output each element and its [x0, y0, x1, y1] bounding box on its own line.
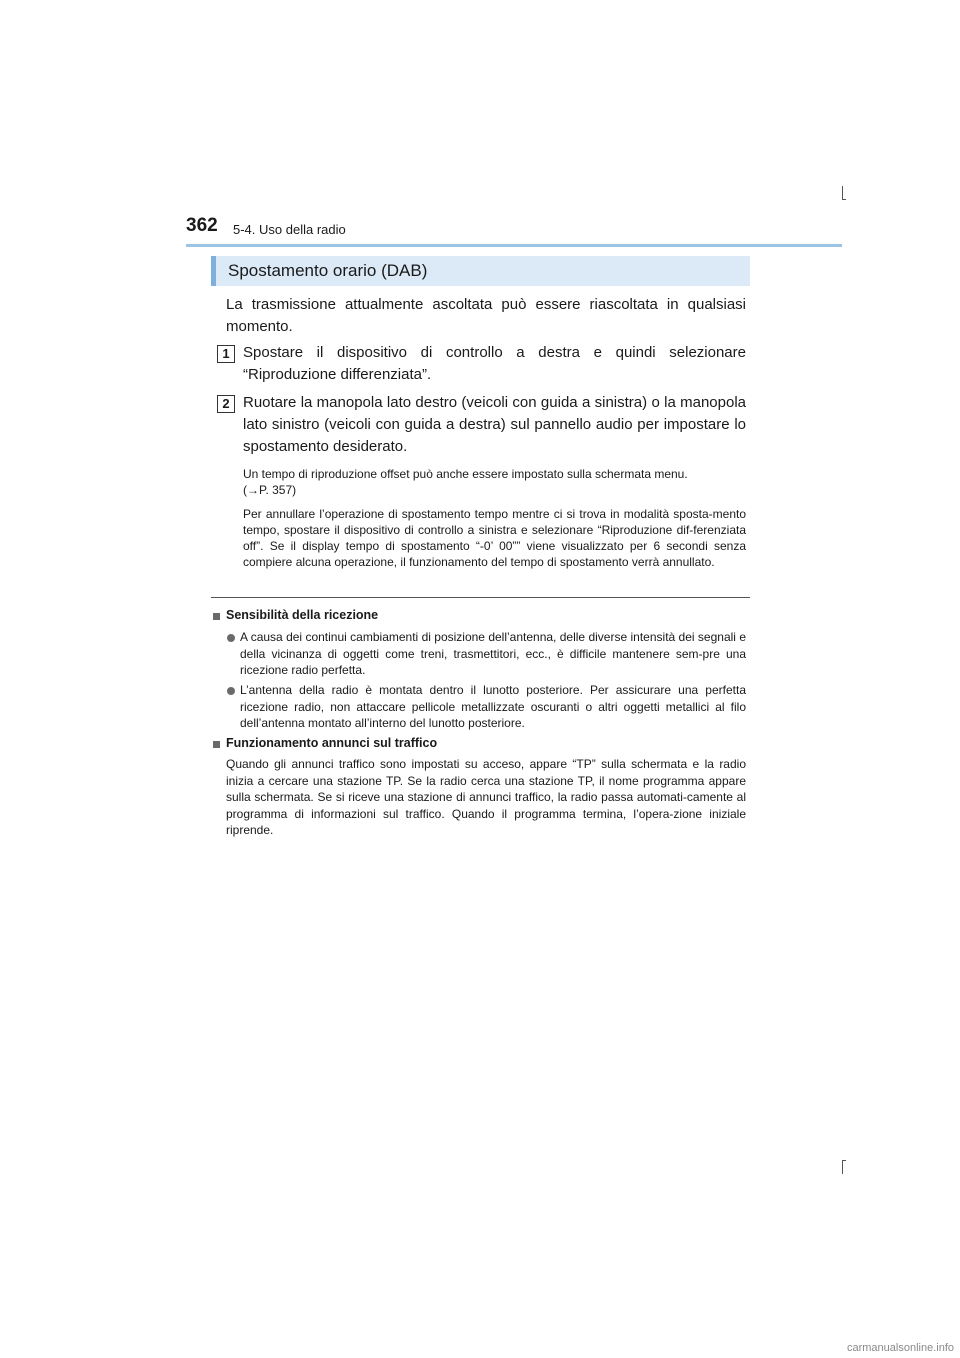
traffic-paragraph: Quando gli annunci traffico sono impostati su acceso, appare “TP” sulla schermata e la radio inizia a cercare una stazione TP. Se la radio cerca una stazione TP, il nome programma appare sulla schermata. Se si riceve una stazione di annunci traffico, la radio passa automati-camente al programma di informazioni sul traffico. Quando il programma termina, l’opera-zione iniziale riprende. — [226, 757, 746, 837]
square-bullet-icon — [213, 613, 220, 620]
crop-mark-top-foot — [842, 199, 846, 200]
crop-mark-bottom-foot — [842, 1160, 846, 1161]
bullet-dot-icon — [227, 687, 235, 695]
page-number: 362 — [186, 215, 218, 236]
traffic-heading: Funzionamento annunci sul traffico — [226, 736, 438, 750]
reception-heading: Sensibilità della ricezione — [226, 608, 379, 622]
footer-watermark: carmanualsonline.info — [846, 1342, 954, 1354]
reception-bullet-1: A causa dei continui cambiamenti di posizione dell’antenna, delle diverse intensità dei segnali e della vicinanza di oggetti come treni, trasmettitori, ecc., è difficile mantenere sem-pre una ricezione radio perfetta. — [240, 630, 746, 677]
section-divider — [211, 597, 750, 598]
step-1-text: Spostare il dispositivo di controllo a destra e quindi selezionare “Riproduzione differenziata”. — [243, 344, 746, 383]
running-head: 5-4. Uso della radio — [233, 222, 346, 237]
section-header — [211, 256, 750, 286]
step-number-1: 1 — [217, 345, 235, 363]
note-cancel: Per annullare l’operazione di spostamento tempo mentre ci si trova in modalità sposta-mento tempo, spostare il dispositivo di controllo a sinistra e selezionare “Riproduzione dif-ferenziata off”. Se il display tempo di spostamento “-0’ 00”” viene visualizzato per 6 secondi senza compiere alcuna operazione, il funzionamento del tempo di spostamento verrà annullato. — [243, 507, 746, 569]
reception-bullet-2: L’antenna della radio è montata dentro il lunotto posteriore. Per assicurare una perfetta ricezione radio, non attaccare pellicole metallizzate oscuranti o altri oggetti metallici al filo dell’antenna montato all’interno del lunotto posteriore. — [240, 683, 746, 730]
crop-mark-top — [842, 186, 843, 200]
step-2-text: Ruotare la manopola lato destro (veicoli con guida a sinistra) o la manopola lato sinistro (veicoli con guida a destra) sul pannello audio per impostare lo spostamento desiderato. — [243, 394, 746, 455]
intro-paragraph: La trasmissione attualmente ascoltata può essere riascoltata in qualsiasi momento. — [226, 296, 746, 335]
section-title: Spostamento orario (DAB) — [228, 261, 428, 280]
note-offset-time — [243, 466, 746, 498]
note-offset-time-ref: (→P. 357) — [243, 483, 297, 497]
step-number-2: 2 — [217, 395, 235, 413]
bullet-dot-icon — [227, 634, 235, 642]
crop-mark-bottom — [842, 1160, 843, 1174]
header-rule — [186, 244, 842, 247]
note-offset-time-line1: Un tempo di riproduzione offset può anche essere impostato sulla schermata menu. — [243, 467, 688, 481]
square-bullet-icon — [213, 741, 220, 748]
